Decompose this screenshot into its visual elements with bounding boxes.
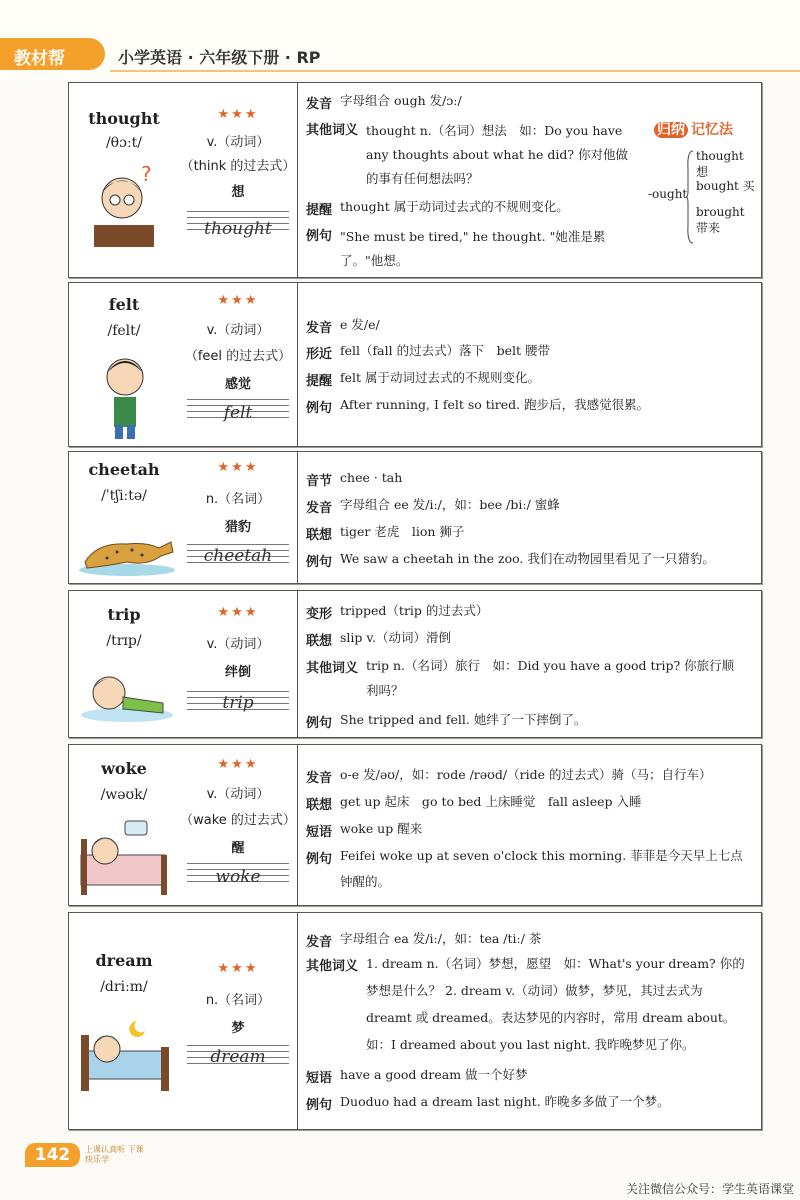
- info-row: 短语 have a good dream 做一个好梦: [306, 1067, 528, 1086]
- info-row: 联想 slip v.（动词）滑倒: [306, 630, 451, 649]
- info-row: 发音 o-e 发/əʊ/，如：rode /rəʊd/（ride 的过去式）骑（马；自行车）: [306, 767, 712, 786]
- chinese-meaning: 感觉: [224, 377, 251, 392]
- part-of-speech: n.（名词）: [205, 492, 271, 507]
- part-of-speech: v.（动词）: [206, 787, 270, 802]
- difficulty-stars: ★★★: [217, 107, 259, 122]
- wechat-note: 关注微信公众号：学生英语课堂: [625, 1182, 794, 1196]
- word-headword: thought: [88, 109, 160, 128]
- info-row: 形近 fell（fall 的过去式）落下 belt 腰带: [306, 343, 550, 362]
- info-row: 例句 We saw a cheetah in the zoo. 我们在动物园里看见了一只猎豹。: [306, 551, 715, 570]
- info-row: 其他词义 trip n.（名词）旅行 如：Did you have a good trip? 你旅行顺利吗？: [306, 658, 735, 698]
- cheetah-illustration: [77, 522, 177, 578]
- info-row: 其他词义 thought n.（名词）想法 如：Do you have any thoughts about what he did? 你对他做的事有任何想法吗？: [306, 123, 628, 186]
- info-row: 发音 字母组合 ee 发/iː/，如：bee /biː/ 蜜蜂: [306, 497, 560, 516]
- difficulty-stars: ★★★: [217, 757, 259, 772]
- difficulty-stars: ★★★: [217, 605, 259, 620]
- difficulty-stars: ★★★: [217, 961, 259, 976]
- handwriting-word: trip: [222, 693, 254, 713]
- tired-boy-illustration: [99, 349, 149, 441]
- word-headword: felt: [108, 295, 140, 314]
- info-row: 联想 tiger 老虎 lion 狮子: [306, 524, 465, 543]
- handwriting-word: dream: [210, 1047, 266, 1067]
- form-note: （feel 的过去式）: [184, 349, 292, 364]
- info-row: 提醒 felt 属于动词过去式的不规则变化。: [306, 370, 541, 389]
- info-row: 其他词义 1. dream n.（名词）梦想，愿望 如：What's your dream? 你的梦想是什么？ 2. dream v.（动词）做梦，梦见，其过去式为 dreamt 或 dreamed。表达梦见的内容时，常用 dream about。如：I dreamed about you last night. 我昨晚梦见了你。: [306, 956, 745, 1052]
- word-phonetic: /trɪp/: [106, 633, 142, 649]
- info-row: 发音 字母组合 ea 发/iː/，如：tea /tiː/ 茶: [306, 931, 542, 950]
- info-row: 例句 "She must be tired," he thought. "她准是累了。"他想。: [306, 229, 606, 268]
- handwriting-word: woke: [215, 867, 261, 887]
- word-phonetic: /wəʊk/: [100, 787, 148, 803]
- info-row: 例句 After running, I felt so tired. 跑步后，我感觉很累。: [306, 397, 650, 416]
- memory-root: -ought: [648, 187, 688, 201]
- info-row: 例句 She tripped and fell. 她绊了一下摔倒了。: [306, 712, 587, 731]
- info-row: 变形 tripped（trip 的过去式）: [306, 603, 489, 622]
- handwriting-word: thought: [204, 219, 272, 239]
- word-card-trip: [68, 590, 762, 738]
- difficulty-stars: ★★★: [217, 460, 259, 475]
- info-row: 短语 woke up 醒来: [306, 821, 423, 840]
- part-of-speech: v.（动词）: [206, 323, 270, 338]
- form-note: （wake 的过去式）: [180, 813, 296, 828]
- memory-method-title: 归纳 记忆法: [654, 119, 733, 139]
- word-phonetic: /felt/: [107, 323, 141, 339]
- info-row: 发音 e 发/e/: [306, 317, 380, 336]
- chinese-meaning: 想: [231, 185, 245, 200]
- part-of-speech: v.（动词）: [206, 135, 270, 150]
- handwriting-word: cheetah: [203, 546, 273, 566]
- memory-item: bought 买: [696, 179, 755, 193]
- chinese-meaning: 猎豹: [224, 520, 251, 535]
- word-headword: woke: [101, 759, 147, 778]
- word-headword: trip: [107, 605, 141, 624]
- word-headword: dream: [95, 951, 153, 970]
- info-row: 发音 字母组合 ough 发/ɔː/: [306, 93, 462, 112]
- header-divider: [110, 70, 800, 72]
- handwriting-word: felt: [223, 403, 253, 423]
- word-card-felt: [68, 282, 762, 447]
- footer-slogan: 上课认真听 下课快乐学: [85, 1145, 144, 1164]
- word-headword: cheetah: [88, 460, 160, 479]
- word-card-thought: [68, 82, 762, 278]
- info-row: 音节 chee · tah: [306, 470, 403, 489]
- svg-text:?: ?: [141, 163, 152, 186]
- word-phonetic: /ˈtʃiːtə/: [101, 488, 147, 504]
- chinese-meaning: 梦: [231, 1021, 245, 1036]
- memory-brace: [686, 149, 694, 245]
- book-title: 小学英语 · 六年级下册 · RP: [118, 48, 321, 67]
- info-row: 例句 Feifei woke up at seven o'clock this morning. 菲菲是今天早上七点钟醒的。: [306, 848, 743, 889]
- info-row: 提醒 thought 属于动词过去式的不规则变化。: [306, 199, 569, 218]
- word-card-woke: [68, 744, 762, 906]
- waking-girl-illustration: [77, 815, 173, 897]
- brand-label: 教材帮: [14, 49, 65, 69]
- word-card-cheetah: [68, 451, 762, 584]
- form-note: （think 的过去式）: [180, 159, 296, 174]
- memory-item: thought 想: [696, 149, 744, 179]
- difficulty-stars: ★★★: [217, 293, 259, 308]
- chinese-meaning: 醒: [231, 841, 245, 856]
- page-header: [0, 0, 800, 80]
- memory-item: brought 带来: [696, 205, 745, 235]
- page-number: 142: [25, 1143, 80, 1167]
- word-phonetic: /θɔːt/: [105, 135, 143, 151]
- dreaming-boy-illustration: [77, 1013, 173, 1095]
- part-of-speech: n.（名词）: [205, 993, 271, 1008]
- word-phonetic: /driːm/: [100, 979, 148, 995]
- info-row: 例句 Duoduo had a dream last night. 昨晚多多做了一个梦。: [306, 1094, 670, 1113]
- info-row: 联想 get up 起床 go to bed 上床睡觉 fall asleep 入睡: [306, 794, 642, 813]
- chinese-meaning: 绊倒: [224, 665, 251, 680]
- tripped-girl-illustration: [79, 663, 175, 725]
- thinking-boy-illustration: [89, 163, 159, 253]
- part-of-speech: v.（动词）: [206, 637, 270, 652]
- word-card-dream: [68, 912, 762, 1130]
